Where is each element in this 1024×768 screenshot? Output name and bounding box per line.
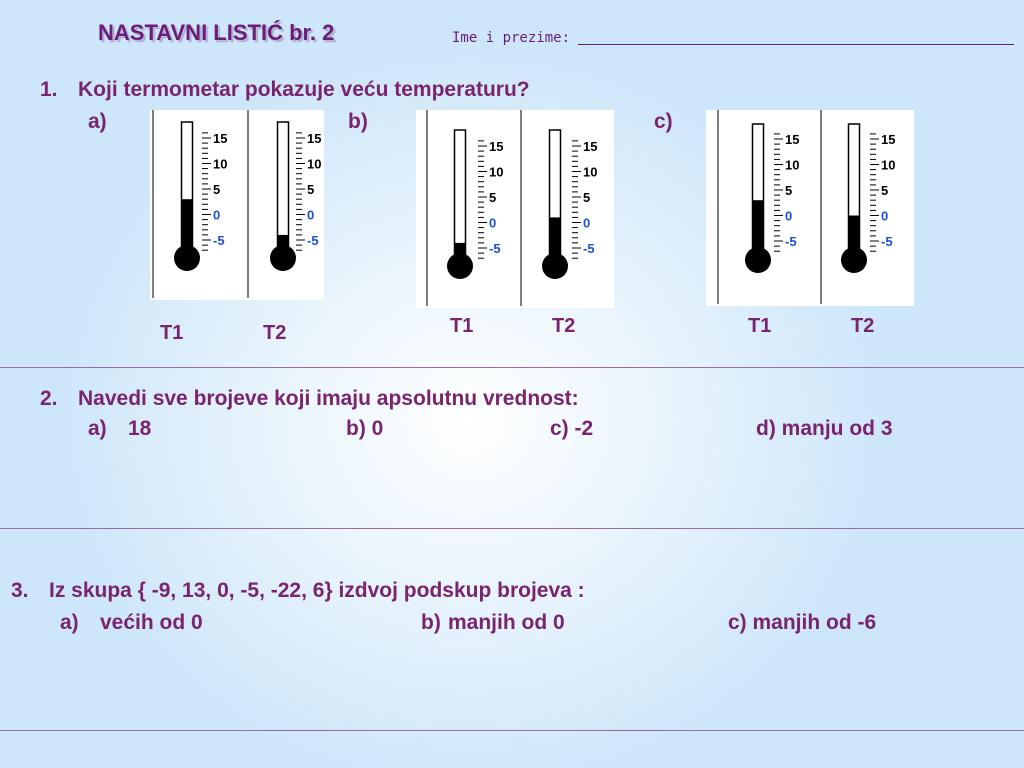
pair-b-t2-label: T2	[552, 315, 576, 337]
scale-label: 10	[307, 156, 322, 172]
scale-label: 0	[307, 207, 315, 223]
scale-label: 0	[881, 208, 889, 224]
q2-option-a: 18	[128, 417, 152, 440]
scale-label: 5	[213, 182, 221, 197]
q2-option-b: b) 0	[346, 417, 384, 440]
worksheet-title: NASTAVNI LISTIĆ br. 2	[98, 20, 335, 45]
q3-option-a: većih od 0	[100, 611, 203, 634]
scale-label: 5	[489, 190, 497, 205]
scale-label: 15	[213, 131, 228, 146]
name-field-line[interactable]	[578, 44, 1014, 45]
name-field-label: Ime i prezime:	[452, 30, 571, 46]
scale-label: 5	[583, 190, 591, 205]
q2-option-a-prefix: a)	[88, 417, 107, 440]
thermometer-bulb	[841, 247, 867, 273]
scale-label: -5	[881, 234, 893, 249]
q1-option-a: a)	[88, 110, 107, 133]
scale-label: 5	[881, 183, 889, 198]
q1-number: 1.	[40, 78, 58, 101]
thermometer-t2	[270, 122, 321, 271]
q2-option-c: c) -2	[550, 417, 594, 440]
separator-3	[0, 730, 1024, 731]
scale-label: 10	[785, 157, 800, 173]
scale-label: 5	[307, 182, 315, 197]
scale-label: -5	[213, 233, 225, 248]
q1-option-b: b)	[348, 110, 368, 133]
scale-label: -5	[307, 233, 319, 248]
thermometer-t1	[745, 124, 799, 273]
q1-text: Koji termometar pokazuje veću temperaturu?	[78, 78, 530, 101]
q3-option-b-prefix: b)	[421, 611, 441, 634]
q2-option-d: d) manju od 3	[756, 417, 893, 440]
scale-label: 0	[785, 208, 793, 224]
scale-label: 10	[583, 164, 598, 180]
separator-1	[0, 367, 1024, 368]
q1-option-c: c)	[654, 110, 673, 133]
scale-label: 10	[881, 157, 896, 173]
pair-a-t2-label: T2	[263, 322, 287, 344]
thermometer-bulb	[174, 245, 200, 271]
scale-label: 15	[489, 139, 504, 154]
scale-label: -5	[785, 234, 797, 249]
scale-label: 15	[785, 132, 800, 147]
scale-label: 0	[489, 215, 497, 231]
thermometer-t1	[174, 122, 227, 271]
thermometer-bulb	[447, 253, 473, 279]
thermometer-pair-c	[706, 110, 914, 306]
scale-label: 10	[213, 156, 228, 172]
scale-label: -5	[489, 241, 501, 256]
pair-c-t1-label: T1	[748, 315, 772, 337]
q3-number: 3.	[11, 579, 29, 602]
thermometer-t2	[841, 124, 895, 273]
separator-2	[0, 528, 1024, 529]
thermometer-bulb	[270, 245, 296, 271]
thermometer-t2	[542, 130, 597, 279]
pair-a-t1-label: T1	[160, 322, 184, 344]
q3-option-b: manjih od 0	[448, 611, 565, 634]
thermometer-pair-b	[416, 110, 614, 308]
scale-label: 0	[213, 207, 221, 223]
pair-c-t2-label: T2	[851, 315, 875, 337]
scale-label: 5	[785, 183, 793, 198]
q3-option-a-prefix: a)	[60, 611, 79, 634]
scale-label: 15	[881, 132, 896, 147]
scale-label: 10	[489, 164, 504, 180]
q3-option-c: c) manjih od -6	[728, 611, 877, 634]
scale-label: 15	[307, 131, 322, 146]
q3-text: Iz skupa { -9, 13, 0, -5, -22, 6} izdvoj podskup brojeva :	[49, 579, 585, 602]
scale-label: 15	[583, 139, 598, 154]
thermometer-pair-a	[150, 110, 324, 300]
thermometer-bulb	[542, 253, 568, 279]
q2-number: 2.	[40, 387, 58, 410]
scale-label: -5	[583, 241, 595, 256]
scale-label: 0	[583, 215, 591, 231]
q2-text: Navedi sve brojeve koji imaju apsolutnu vrednost:	[78, 387, 579, 410]
pair-b-t1-label: T1	[450, 315, 474, 337]
thermometer-t1	[447, 130, 503, 279]
thermometer-bulb	[745, 247, 771, 273]
